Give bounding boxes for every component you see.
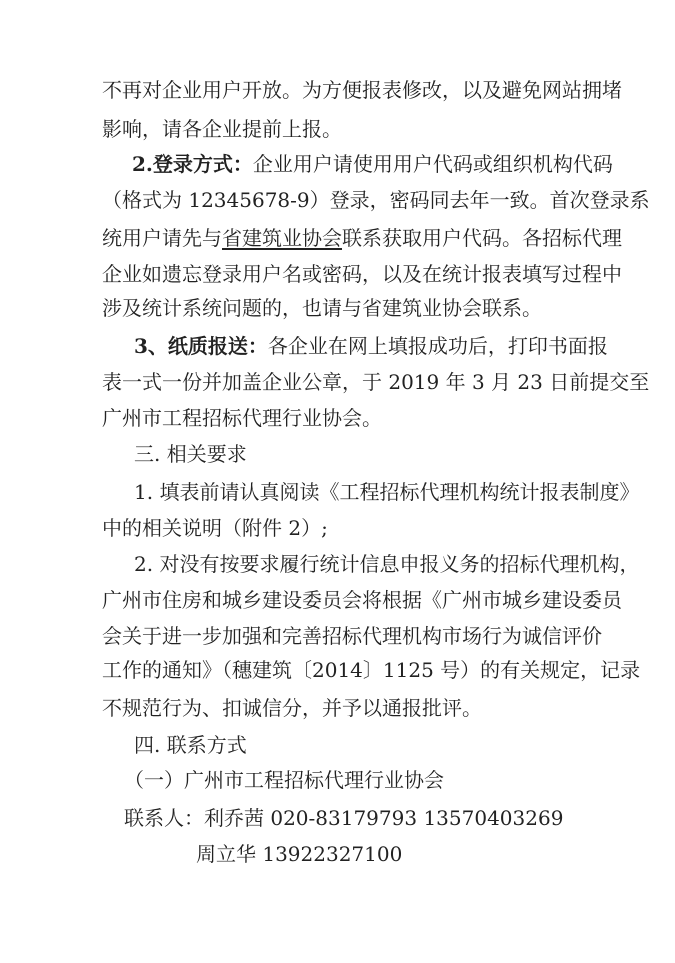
underlined-org-name: 省建筑业协会	[222, 226, 342, 250]
paragraph-line: 中的相关说明（附件 2）;	[102, 516, 328, 540]
paragraph-text: 统用户请先与	[102, 226, 222, 250]
paragraph-line	[0, 332, 675, 360]
paragraph-line: 2. 对没有按要求履行统计信息申报义务的招标代理机构，	[134, 552, 640, 576]
paragraph-text: 各企业在网上填报成功后，打印书面报	[267, 334, 608, 358]
section-title: 三. 相关要求	[134, 442, 247, 466]
paragraph-line: 会关于进一步加强和完善招标代理机构市场行为诚信评价	[102, 624, 602, 648]
contact-org: （一）广州市工程招标代理行业协会	[124, 768, 444, 792]
section-heading-login: 2.登录方式：	[132, 152, 253, 176]
paragraph-text: 联系获取用户代码。各招标代理	[342, 226, 622, 250]
paragraph-line: 广州市工程招标代理行业协会。	[102, 406, 382, 430]
contact-person: 联系人：利乔茜 020-83179793 13570403269	[124, 806, 564, 830]
paragraph-line: 1. 填表前请认真阅读《工程招标代理机构统计报表制度》	[134, 480, 640, 504]
paragraph-line: 表一式一份并加盖企业公章，于 2019 年 3 月 23 日前提交至	[102, 370, 650, 394]
paragraph-line	[0, 150, 675, 178]
section-title: 四. 联系方式	[134, 733, 247, 757]
section-heading-paper: 3、纸质报送：	[134, 334, 268, 358]
paragraph-line: 影响，请各企业提前上报。	[102, 117, 342, 141]
paragraph-line: 涉及统计系统问题的，也请与省建筑业协会联系。	[102, 296, 542, 320]
paragraph-line	[0, 224, 675, 252]
contact-person-2: 周立华 13922327100	[196, 842, 403, 866]
paragraph-line: 工作的通知》（穗建筑〔2014〕1125 号）的有关规定，记录	[102, 658, 641, 682]
paragraph-line: （格式为 12345678-9）登录，密码同去年一致。首次登录系	[102, 188, 650, 212]
paragraph-line: 不再对企业用户开放。为方便报表修改，以及避免网站拥堵	[102, 78, 622, 102]
paragraph-line: 企业如遗忘登录用户名或密码，以及在统计报表填写过程中	[102, 262, 622, 286]
paragraph-line: 不规范行为、扣诚信分，并予以通报批评。	[102, 696, 482, 720]
paragraph-text: 企业用户请使用用户代码或组织机构代码	[252, 152, 613, 176]
paragraph-line: 广州市住房和城乡建设委员会将根据《广州市城乡建设委员	[102, 588, 622, 612]
